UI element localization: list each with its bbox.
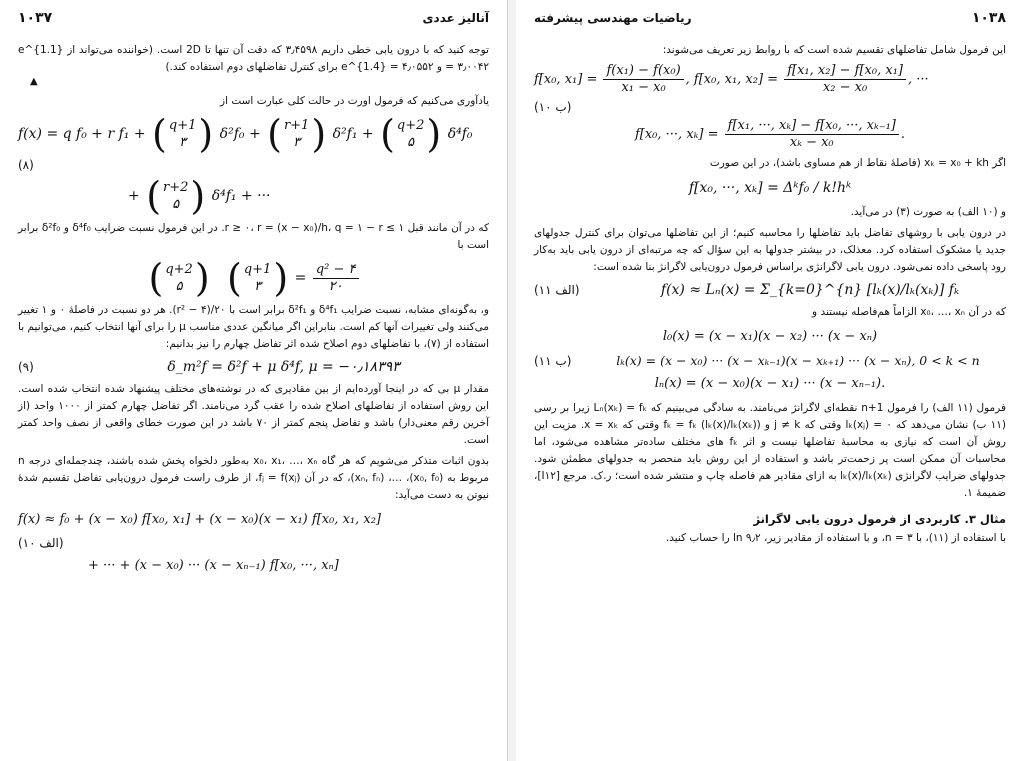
header-title: ریاضیات مهندسی پیشرفته bbox=[534, 11, 692, 25]
equation-10b-tag: (۱۰ ب) bbox=[534, 100, 572, 114]
left-page bbox=[0, 0, 508, 761]
binom-bottom: ۳ bbox=[254, 279, 262, 294]
eq8-lhs: f(x) = q f₀ + r f₁ + bbox=[18, 126, 146, 142]
equation-9-body: δ_m²f = δ²f + μ δ⁴f, μ = −۰٫۱۸۳۹۳ bbox=[167, 359, 400, 375]
equation-11a bbox=[534, 282, 1006, 298]
paragraph-where: که در آن مانند قبل ۱ ≥ r ≥ ۰، r = (x − x₀)/h، q = ۱ − r. در این فرمول نسبت ضرایب δ⁴f₀ و δ²f₀ برابر است با bbox=[18, 222, 489, 251]
equation-10b-line-1 bbox=[534, 63, 1006, 96]
denominator: xₖ − x₀ bbox=[789, 135, 834, 150]
binom-top: q+1 bbox=[168, 118, 197, 133]
equation-8-tag: (۸) bbox=[18, 158, 34, 172]
binomial: ( r+1 ۳ ) bbox=[267, 112, 327, 156]
paragraph-equal-spacing: اگر xₖ = x₀ + kh (فاصلهٔ نقاط از هم مساوی باشد)، در این صورت bbox=[709, 157, 1006, 169]
paragraph-intro: این فرمول شامل تفاضلهای تقسیم شده است که با روابط زیر تعریف می‌شوند: bbox=[662, 44, 1006, 56]
eq8-term: δ⁴f₀ bbox=[447, 126, 473, 142]
numerator: f(x₁) − f(x₀) bbox=[603, 63, 683, 80]
binom-top: r+1 bbox=[283, 118, 310, 133]
binomial: ( q+2 ۵ ) bbox=[380, 112, 442, 156]
binom-bottom: ۵ bbox=[175, 279, 183, 294]
binom-top: q+2 bbox=[165, 262, 193, 277]
binom-bottom: ۵ bbox=[172, 197, 180, 212]
binom-bottom: ۵ bbox=[407, 135, 415, 150]
binomial: ( q+2 ۵ ) bbox=[148, 256, 210, 300]
equation-10b-line-2 bbox=[534, 118, 1006, 151]
equation-11a-body: f(x) ≈ Lₙ(x) = Σ_{k=0}^{n} [lₖ(x)/lₖ(xₖ)] fₖ bbox=[660, 282, 960, 298]
paragraph-everett: یادآوری می‌کنیم که فرمول اورت در حالت کلی عبارت است از bbox=[220, 95, 489, 107]
equation-11b-line-3: lₙ(x) = (x − x₀)(x − x₁) ··· (x − xₙ₋₁). bbox=[654, 376, 886, 391]
equation-10a-tag: (۱۰ الف) bbox=[18, 536, 64, 550]
running-header bbox=[18, 10, 489, 26]
equation-11a-tag: (۱۱ الف) bbox=[534, 283, 580, 297]
eq8-term: δ²f₁ + bbox=[332, 126, 374, 142]
binomial: ( r+2 ۵ ) bbox=[146, 174, 206, 218]
eq-lhs: f[x₀, x₁, x₂] = bbox=[693, 72, 779, 87]
equation-8-line-2 bbox=[18, 176, 489, 216]
paragraph-formula: فرمول (۱۱ الف) را فرمول n+1 نقطه‌ای لاگرانژ می‌نامند. به سادگی می‌بینیم که Lₙ(xₖ) = fₖ زیرا بر رسی (۱۱ ب) نشان می‌دهد که lₖ(xⱼ) = ۰ وقتی که j ≠ k و (lₖ(x)/lₖ(xₖ)) fₖ = fₖ وقتی که x = xₖ. مزیت این روش آن است که نیازی به محاسبهٔ تفاضلها نیست و اثر fₖ های مختلف ساده‌تر مشاهده می‌شود، اما محاسبات آن ممکن است پر زحمت‌تر باشد و استفاده از این روش باید منحصر به جدولهای مطمئن شود. جدولهای ضرایب لاگرانژی lₖ(x)/lₖ(xₖ) به ازای مقادیر هم فاصله چاپ و منتشر شده است؛ ر.ک. مرجع [I۱۲]، ضمیمهٔ ۱. bbox=[534, 402, 1006, 499]
equation-10a-line-1: f(x) ≈ f₀ + (x − x₀) f[x₀, x₁] + (x − x₀)(x − x₁) f[x₀, x₁, x₂] bbox=[18, 512, 381, 527]
binom-bottom: ۳ bbox=[179, 135, 187, 150]
ellipsis: , ··· bbox=[907, 72, 929, 87]
binom-top: q+2 bbox=[396, 118, 425, 133]
fraction bbox=[313, 262, 359, 295]
eq8-term: δ²f₀ + bbox=[219, 126, 261, 142]
header-title: آنالیز عددی bbox=[422, 11, 489, 25]
binom-bottom: ۳ bbox=[293, 135, 301, 150]
equation-11b-body: lₖ(x) = (x − x₀) ··· (x − xₖ₋₁)(x − xₖ₊₁) ··· (x − xₙ), 0 < k < n bbox=[616, 353, 980, 368]
paragraph-lagrange: در درون یابی با روشهای تفاضل باید تفاضلها را محاسبه کنیم؛ از این تفاضلها می‌توان برای کنترل جدولهای جدید یا مشکوک استفاده کرد. معذلک، در بیشتر جدولها به این سؤال که چه مرتبه‌ای از درون یابی باید به‌کار رود پاسخی داده نمی‌شود. درون یابی لاگرانژی براساس فرمول درون‌یابی لاگرانژ بنا شده است: bbox=[534, 227, 1006, 273]
eq8-plus: + bbox=[128, 188, 140, 204]
equation-8-line-1 bbox=[18, 114, 489, 154]
eq8-term: δ⁴f₁ + ··· bbox=[211, 188, 271, 204]
right-page bbox=[516, 0, 1024, 761]
book-gutter bbox=[508, 0, 516, 761]
page-number: ۱۰۳۷ bbox=[18, 10, 53, 26]
paragraph-becomes: و (۱۰ الف) به صورت (۳) در می‌آید. bbox=[850, 206, 1006, 218]
equation-9 bbox=[18, 359, 489, 375]
equation-equal-spacing: f[x₀, ···, xₖ] = Δᵏf₀ / k!hᵏ bbox=[688, 180, 852, 196]
equation-11b-tag: (۱۱ ب) bbox=[534, 353, 572, 368]
denominator: ۲۰ bbox=[328, 278, 343, 294]
paragraph-nodes: که در آن x₀، …، xₙ الزاماً هم‌فاصله نیستند و bbox=[812, 306, 1006, 318]
page-number: ۱۰۳۸ bbox=[971, 10, 1006, 26]
equals-sign: = bbox=[294, 270, 307, 286]
example-body: با استفاده از (۱۱)، با n = ۳، و با استفاده از مقادیر زیر، ln ۹٫۲ را حساب کنید. bbox=[665, 532, 1006, 544]
period: . bbox=[900, 127, 906, 142]
paragraph-ratio: و، به‌گونه‌ای مشابه، نسبت ضرایب δ⁴f₁ و δ²f₁ برابر است با ۲۰/(r² − ۴). هر دو نسبت در فاصلهٔ ۰ و ۱ تغییر می‌کنند ولی تغییرات آنها کم است. بنابراین اگر میانگین عددی مناسب μ را برای آنها انتخاب کنیم، می‌توانیم با استفاده از (۷)، با تفاضلهای دوم اصلاح شده اثر تفاضل چهارم را نیز بدانیم: bbox=[18, 304, 489, 350]
binomial: ( q+1 ۳ ) bbox=[152, 112, 214, 156]
ratio-equation bbox=[18, 258, 489, 298]
numerator: q² − ۴ bbox=[313, 262, 359, 279]
binomial: ( q+1 ۳ ) bbox=[227, 256, 289, 300]
equation-11b-line-1: l₀(x) = (x − x₁)(x − x₂) ··· (x − xₙ) bbox=[662, 329, 878, 344]
denominator: x₂ − x₀ bbox=[822, 80, 868, 95]
separator: , bbox=[685, 72, 690, 87]
numerator: f[x₁, ···, xₖ] − f[x₀, ···, xₖ₋₁] bbox=[725, 118, 899, 135]
numerator: f[x₁, x₂] − f[x₀, x₁] bbox=[784, 63, 906, 80]
equation-9-tag: (۹) bbox=[18, 360, 34, 374]
running-header bbox=[534, 10, 1006, 26]
eq-lhs: f[x₀, x₁] = bbox=[534, 72, 598, 87]
example-title: مثال ۳. کاربردی از فرمول درون یابی لاگرانژ bbox=[753, 512, 1006, 526]
fraction bbox=[784, 63, 906, 96]
equation-11b-line-2 bbox=[534, 353, 1006, 368]
fraction bbox=[725, 118, 899, 151]
binom-top: r+2 bbox=[163, 180, 189, 195]
fraction bbox=[603, 63, 683, 96]
end-of-example-mark: ▲ bbox=[30, 76, 38, 87]
denominator: x₁ − x₀ bbox=[621, 80, 666, 95]
paragraph-newton: بدون اثبات متذکر می‌شویم که هر گاه x₀، x₁، …، xₙ به‌طور دلخواه پخش شده باشند، چندجمله‌ای درجه n مربوط به (x₀, f₀)، …، (xₙ, fₙ)، که در آن fⱼ = f(xⱼ)، از طرف راست فرمول درون‌یابی تفاضل تقسیم شدهٔ نیوتن به دست می‌آید: bbox=[18, 455, 489, 501]
binom-top: q+1 bbox=[243, 262, 272, 277]
eq-lhs: f[x₀, ···, xₖ] = bbox=[634, 127, 719, 142]
paragraph-intro: توجه کنید که با درون یابی خطی داریم ۳٫۴۵۹۸ که دقت آن تنها تا 2D است. (خواننده می‌تواند از e^{1.1} = ۳٫۰۰۴۲ و e^{1.4} = ۴٫۰۵۵۲ برای کنترل تفاضلهای دوم استفاده کند.) bbox=[18, 44, 489, 73]
equation-10a-line-2: + ··· + (x − x₀) ··· (x − xₙ₋₁) f[x₀, ···, xₙ] bbox=[88, 558, 339, 573]
paragraph-mu: مقدار μ بی که در اینجا آورده‌ایم از بین مقادیری که در نوشته‌های مختلف پیشنهاد شده انتخاب شده است. این روش استفاده از تفاضلهای اصلاح شده را عقب گرد می‌نامند. اگر تفاضل چهارم کمتر از ۱۰۰۰ واحد (از آخرین رقم معنی‌دار) باشد و تفاضل پنجم کمتر از ۷۰ باشد در این صورت خطای واقعی از نصف واحد کمتر است. bbox=[18, 383, 490, 446]
